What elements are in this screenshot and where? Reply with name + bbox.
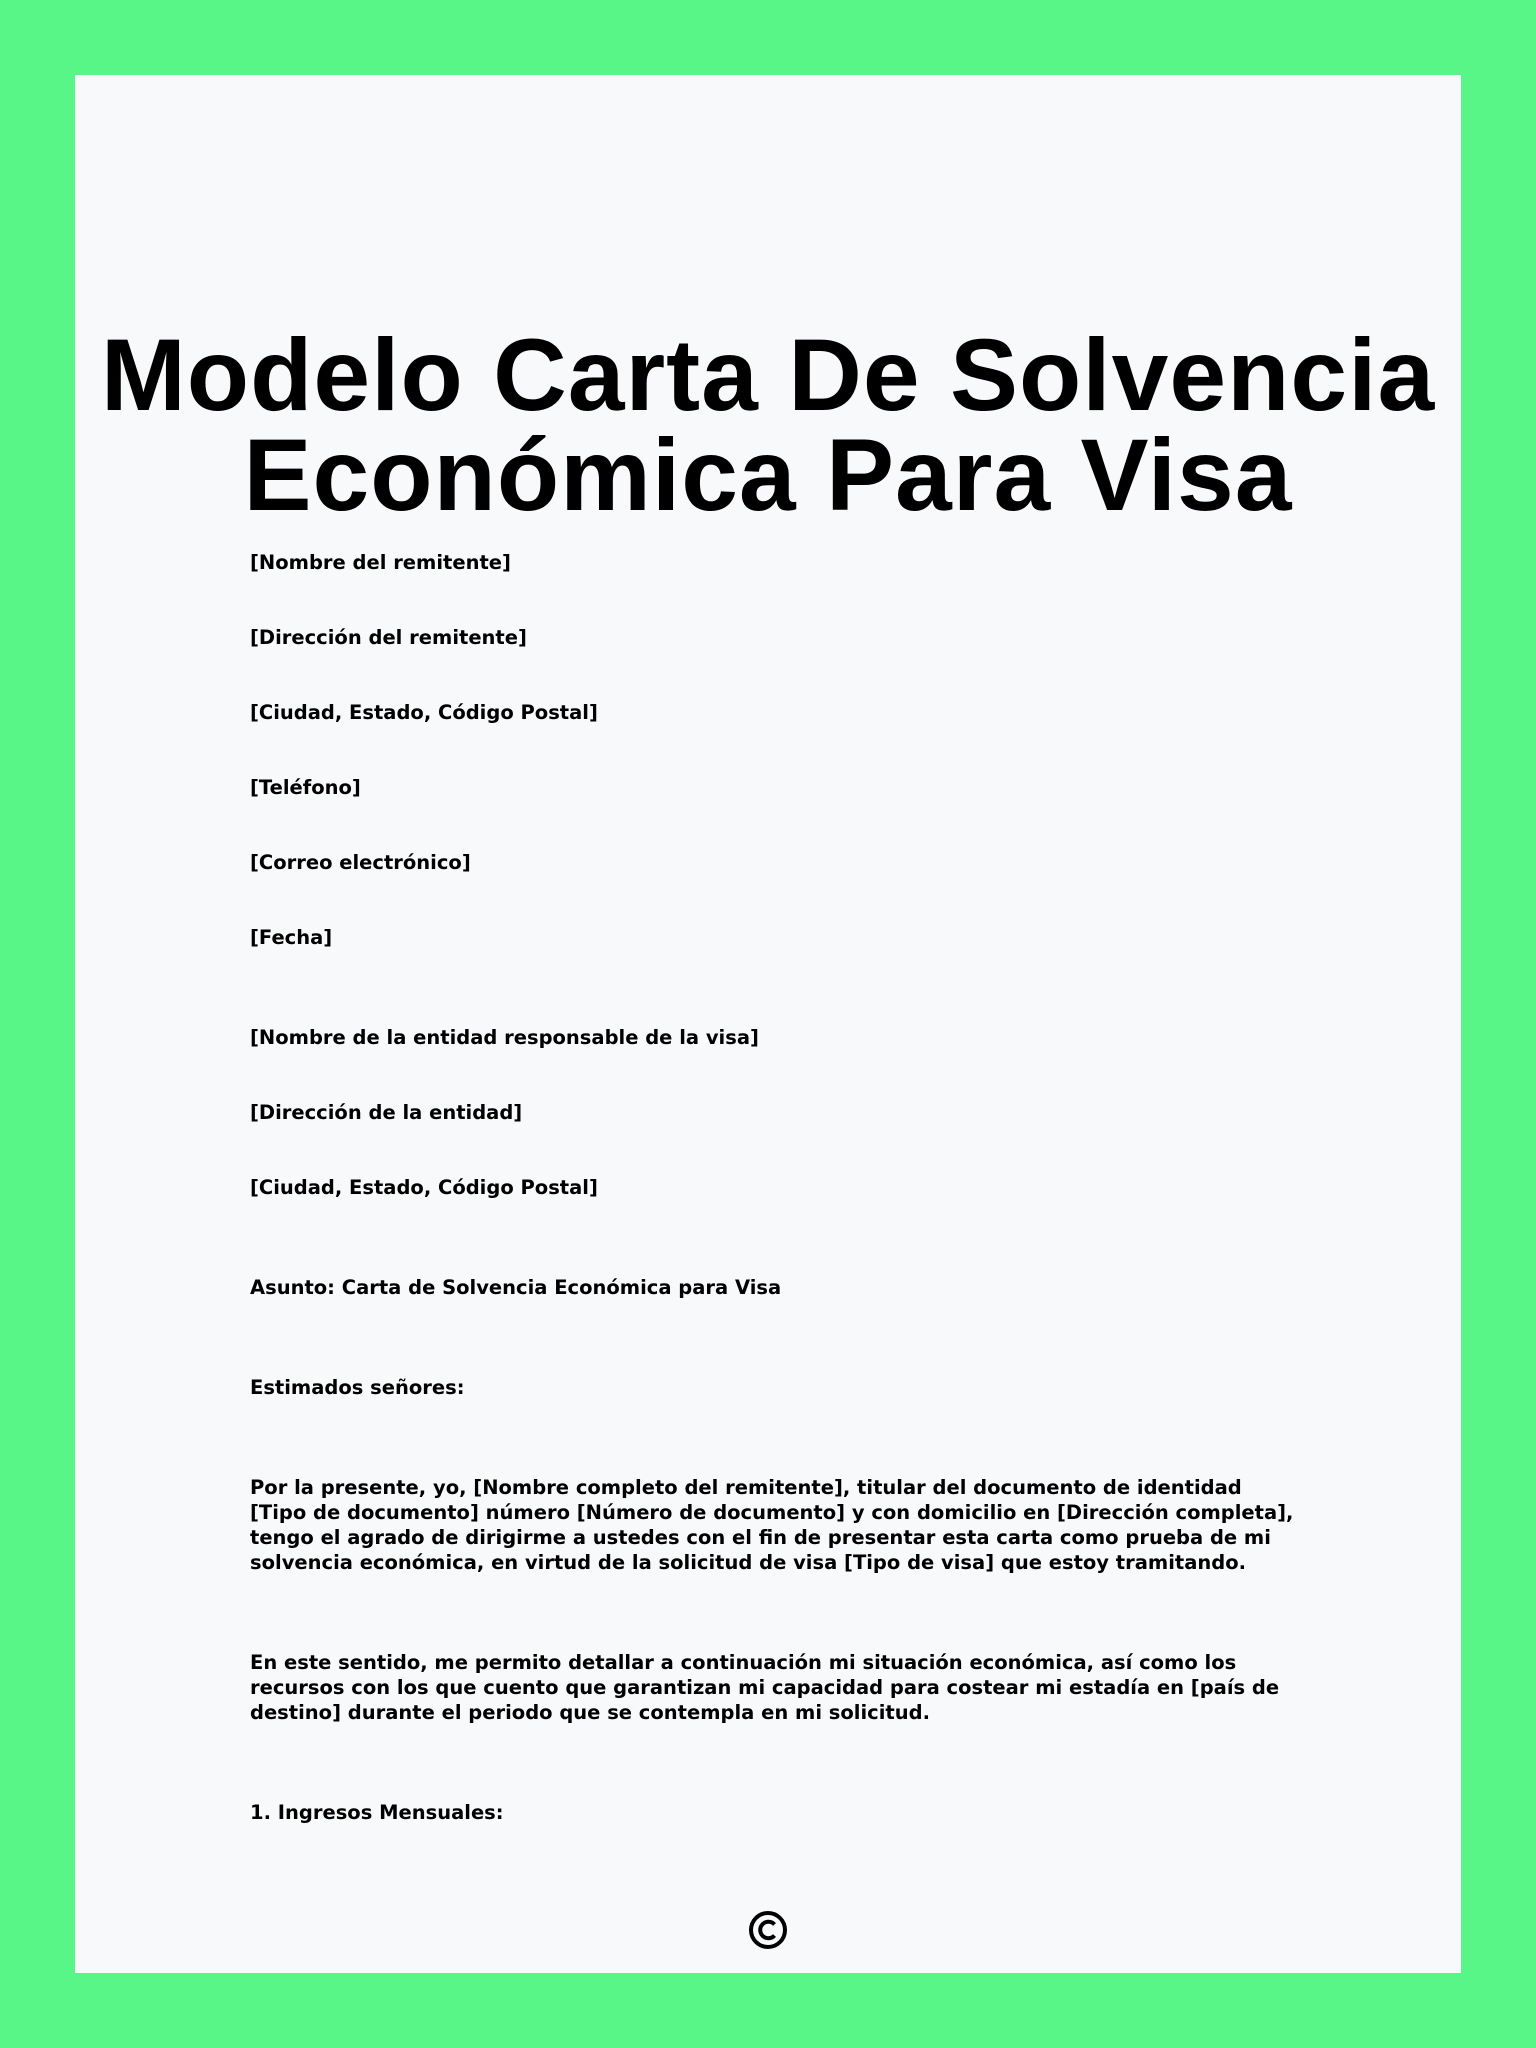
sender-name: [Nombre del remitente] [250, 551, 511, 574]
section-heading-ingresos: 1. Ingresos Mensuales: [250, 1801, 504, 1824]
sender-address: [Dirección del remitente] [250, 626, 527, 649]
letter-date: [Fecha] [250, 926, 333, 949]
sender-city: [Ciudad, Estado, Código Postal] [250, 701, 598, 724]
body-paragraph-1: Por la presente, yo, [Nombre completo del remitente], titular del documento de identidad [Tipo de documento] número [Número de documento] y con domicilio en [Dirección completa], tengo el agrado de dirigirme a ustedes con el fin de presentar esta carta como prueba de mi solvencia económica, en virtud de la solicitud de visa [Tipo de visa] que estoy tramitando. [250, 1476, 1294, 1574]
recipient-entity: [Nombre de la entidad responsable de la visa] [250, 1026, 759, 1049]
recipient-address: [Dirección de la entidad] [250, 1101, 523, 1124]
letter-subject: Asunto: Carta de Solvencia Económica para Visa [250, 1276, 782, 1299]
body-paragraph-2: En este sentido, me permito detallar a continuación mi situación económica, así como los recursos con los que cuento que garantizan mi capacidad para costear mi estadía en [país de destino] durante el periodo que se contempla en mi solicitud. [250, 1651, 1280, 1724]
document-page [75, 75, 1461, 1973]
letter-salutation: Estimados señores: [250, 1376, 465, 1399]
copyright-icon [748, 1910, 788, 1950]
sender-email: [Correo electrónico] [250, 851, 471, 874]
recipient-city: [Ciudad, Estado, Código Postal] [250, 1176, 598, 1199]
document-title: Modelo Carta De Solvencia Económica Para Visa [100, 318, 1436, 532]
sender-phone: [Teléfono] [250, 776, 361, 799]
